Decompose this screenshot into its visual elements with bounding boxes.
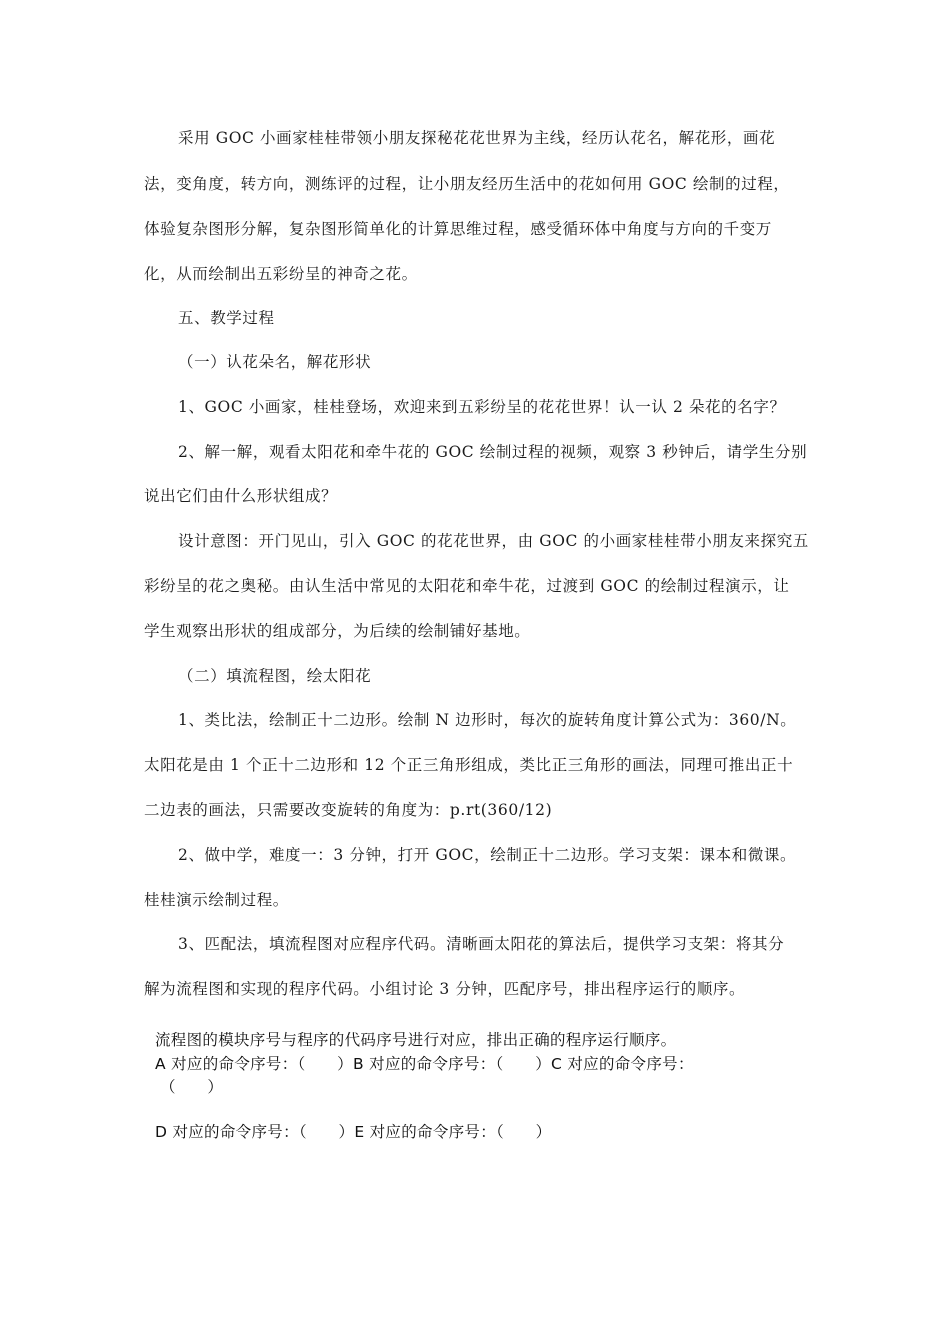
part2-item1-line-2: 太阳花是由 1 个正十二边形和 12 个正三角形组成，类比正三角形的画法，同理可推出正十 bbox=[144, 756, 794, 774]
intro-line-3: 体验复杂图形分解，复杂图形简单化的计算思维过程，感受循环体中角度与方向的千变万 bbox=[144, 220, 772, 238]
part1-item2-line-2: 说出它们由什么形状组成？ bbox=[144, 487, 338, 505]
design-intent-line-1: 设计意图：开门见山，引入 GOC 的花花世界，由 GOC 的小画家桂桂带小朋友来探究五 bbox=[178, 532, 809, 550]
part2-item1-line-3: 二边表的画法，只需要改变旋转的角度为：p.rt(360/12) bbox=[144, 801, 553, 819]
exercise-instruction: 流程图的模块序号与程序的代码序号进行对应，排出正确的程序运行顺序。 bbox=[155, 1031, 677, 1049]
intro-line-2: 法，变角度，转方向，测练评的过程，让小朋友经历生活中的花如何用 GOC 绘制的过程， bbox=[144, 175, 790, 193]
part1-heading: （一）认花朵名，解花形状 bbox=[178, 353, 372, 371]
part2-item2-line-2: 桂桂演示绘制过程。 bbox=[144, 891, 289, 909]
part2-heading: （二）填流程图，绘太阳花 bbox=[178, 667, 372, 685]
part1-item1: 1、GOC 小画家，桂桂登场，欢迎来到五彩纷呈的花花世界！认一认 2 朵花的名字？ bbox=[178, 398, 786, 416]
section-heading-teaching-process: 五、教学过程 bbox=[178, 309, 275, 327]
part1-item2-line-1: 2、解一解，观看太阳花和牵牛花的 GOC 绘制过程的视频，观察 3 秒钟后，请学生分别 bbox=[178, 443, 808, 461]
exercise-row-2: D 对应的命令序号：（ ）E 对应的命令序号：（ ） bbox=[155, 1123, 552, 1141]
design-intent-line-2: 彩纷呈的花之奥秘。由认生活中常见的太阳花和牵牛花，过渡到 GOC 的绘制过程演示，让 bbox=[144, 577, 790, 595]
design-intent-line-3: 学生观察出形状的组成部分，为后续的绘制铺好基地。 bbox=[144, 622, 531, 640]
exercise-row-1-continued: （ ） bbox=[160, 1078, 224, 1096]
intro-line-1: 采用 GOC 小画家桂桂带领小朋友探秘花花世界为主线，经历认花名，解花形，画花 bbox=[178, 129, 776, 147]
part2-item2-line-1: 2、做中学，难度一：3 分钟，打开 GOC，绘制正十二边形。学习支架：课本和微课。 bbox=[178, 846, 797, 864]
exercise-row-1: A 对应的命令序号：（ ）B 对应的命令序号：（ ）C 对应的命令序号： bbox=[155, 1055, 694, 1073]
part2-item1-line-1: 1、类比法，绘制正十二边形。绘制 N 边形时，每次的旋转角度计算公式为：360/N。 bbox=[178, 711, 797, 729]
part2-item3-line-2: 解为流程图和实现的程序代码。小组讨论 3 分钟，匹配序号，排出程序运行的顺序。 bbox=[144, 980, 746, 998]
part2-item3-line-1: 3、匹配法，填流程图对应程序代码。清晰画太阳花的算法后，提供学习支架：将其分 bbox=[178, 935, 785, 953]
intro-line-4: 化，从而绘制出五彩纷呈的神奇之花。 bbox=[144, 265, 418, 283]
